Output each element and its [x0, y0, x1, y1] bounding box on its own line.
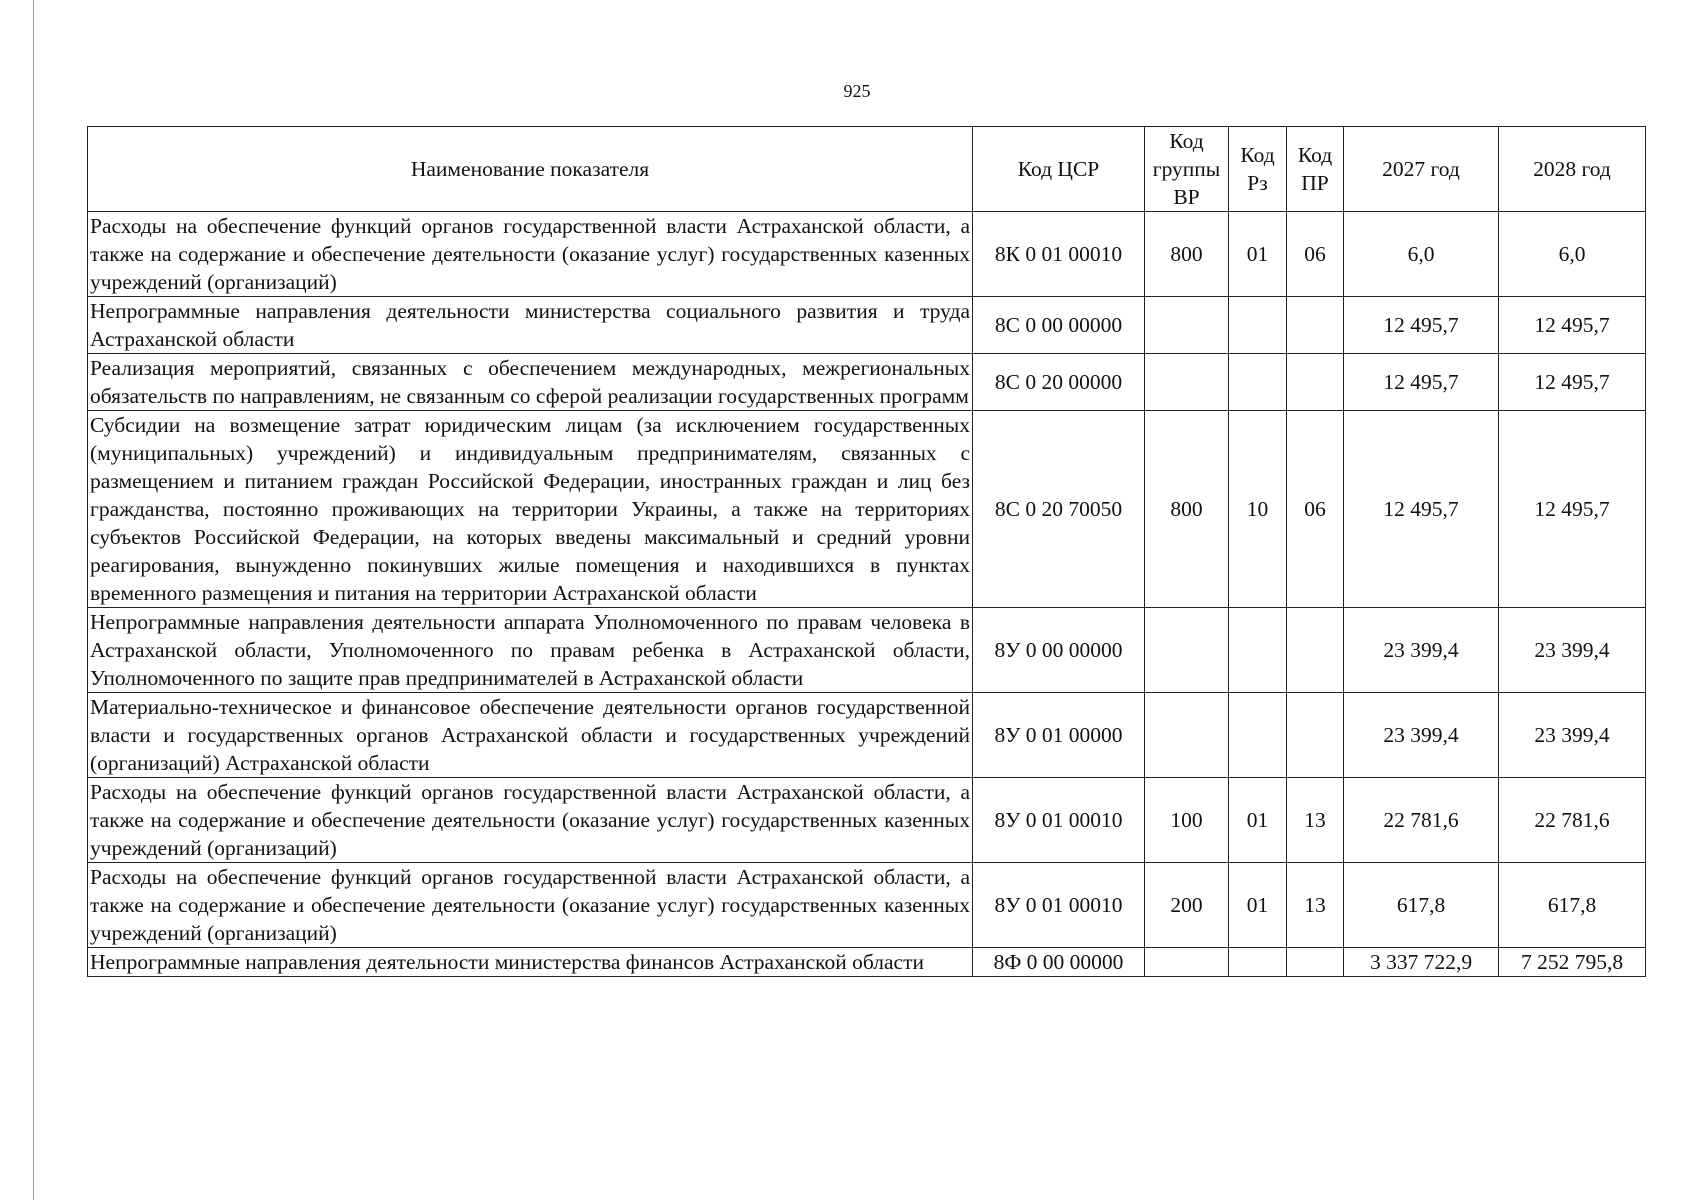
- header-vr: Код группы ВР: [1145, 127, 1229, 212]
- cell-vr: [1145, 354, 1229, 411]
- cell-rz: [1229, 297, 1287, 354]
- cell-pr: [1287, 948, 1344, 977]
- cell-2028: 23 399,4: [1499, 608, 1646, 693]
- cell-2027: 22 781,6: [1344, 778, 1499, 863]
- cell-name: Материально-техническое и финансовое обеспечение деятельности органов государственной власти и государственных органов Астраханской области и государственных учреждений (организаций) Астраханской области: [88, 693, 973, 778]
- table-row: [88, 354, 1646, 411]
- table-row: [88, 948, 1646, 977]
- table-row: [88, 212, 1646, 297]
- cell-pr: 06: [1287, 212, 1344, 297]
- cell-2027: 12 495,7: [1344, 297, 1499, 354]
- cell-rz: 01: [1229, 863, 1287, 948]
- cell-2027: 12 495,7: [1344, 354, 1499, 411]
- cell-vr: 800: [1145, 411, 1229, 608]
- cell-csr: 8У 0 01 00010: [973, 863, 1145, 948]
- table-row: [88, 778, 1646, 863]
- cell-vr: [1145, 608, 1229, 693]
- cell-csr: 8С 0 20 00000: [973, 354, 1145, 411]
- cell-pr: 13: [1287, 778, 1344, 863]
- cell-csr: 8Ф 0 00 00000: [973, 948, 1145, 977]
- cell-rz: [1229, 948, 1287, 977]
- cell-csr: 8У 0 01 00010: [973, 778, 1145, 863]
- cell-2028: 22 781,6: [1499, 778, 1646, 863]
- cell-csr: 8С 0 00 00000: [973, 297, 1145, 354]
- cell-vr: 100: [1145, 778, 1229, 863]
- table-header-row: [88, 127, 1646, 212]
- cell-2028: 12 495,7: [1499, 411, 1646, 608]
- cell-name: Расходы на обеспечение функций органов государственной власти Астраханской области, а также на содержание и обеспечение деятельности (оказание услуг) государственных казенных учреждений (организаций): [88, 778, 973, 863]
- cell-2027: 23 399,4: [1344, 608, 1499, 693]
- budget-table: [87, 126, 1646, 977]
- header-csr: Код ЦСР: [973, 127, 1145, 212]
- cell-2027: 23 399,4: [1344, 693, 1499, 778]
- cell-rz: [1229, 693, 1287, 778]
- header-name: Наименование показателя: [88, 127, 973, 212]
- table-row: [88, 608, 1646, 693]
- cell-vr: [1145, 297, 1229, 354]
- cell-2027: 12 495,7: [1344, 411, 1499, 608]
- cell-csr: 8У 0 00 00000: [973, 608, 1145, 693]
- cell-name: Субсидии на возмещение затрат юридическим лицам (за исключением государственных (муниципальных) учреждений) и индивидуальным предпринимателям, связанных с размещением и питанием граждан Российской Федерации, иностранных граждан и лиц без гражданства, постоянно проживающих на территории Украины, а также на территориях субъектов Российской Федерации, на которых введены максимальный и средний уровни реагирования, вынужденно покинувших жилые помещения и находившихся в пунктах временного размещения и питания на территории Астраханской области: [88, 411, 973, 608]
- table-row: [88, 411, 1646, 608]
- header-2028: 2028 год: [1499, 127, 1646, 212]
- cell-name: Реализация мероприятий, связанных с обеспечением международных, межрегиональных обязательств по направлениям, не связанным со сферой реализации государственных программ: [88, 354, 973, 411]
- cell-2028: 6,0: [1499, 212, 1646, 297]
- table-row: [88, 297, 1646, 354]
- header-pr: Код ПР: [1287, 127, 1344, 212]
- header-2027: 2027 год: [1344, 127, 1499, 212]
- cell-vr: 800: [1145, 212, 1229, 297]
- cell-2028: 12 495,7: [1499, 354, 1646, 411]
- table-row: [88, 693, 1646, 778]
- cell-pr: 13: [1287, 863, 1344, 948]
- cell-rz: [1229, 608, 1287, 693]
- binding-line: [33, 0, 34, 1200]
- cell-name: Непрограммные направления деятельности министерства финансов Астраханской области: [88, 948, 973, 977]
- cell-2028: 12 495,7: [1499, 297, 1646, 354]
- cell-2027: 6,0: [1344, 212, 1499, 297]
- cell-pr: [1287, 693, 1344, 778]
- table-row: [88, 863, 1646, 948]
- cell-2027: 617,8: [1344, 863, 1499, 948]
- cell-vr: 200: [1145, 863, 1229, 948]
- cell-name: Расходы на обеспечение функций органов государственной власти Астраханской области, а также на содержание и обеспечение деятельности (оказание услуг) государственных казенных учреждений (организаций): [88, 863, 973, 948]
- page-number: 925: [843, 81, 871, 101]
- cell-vr: [1145, 948, 1229, 977]
- cell-rz: 01: [1229, 778, 1287, 863]
- cell-2028: 23 399,4: [1499, 693, 1646, 778]
- cell-name: Непрограммные направления деятельности аппарата Уполномоченного по правам человека в Астраханской области, Уполномоченного по правам ребенка в Астраханской области, Уполномоченного по защите прав предпринимателей в Астраханской области: [88, 608, 973, 693]
- cell-vr: [1145, 693, 1229, 778]
- cell-pr: [1287, 608, 1344, 693]
- cell-rz: [1229, 354, 1287, 411]
- cell-name: Непрограммные направления деятельности министерства социального развития и труда Астраханской области: [88, 297, 973, 354]
- cell-pr: [1287, 297, 1344, 354]
- cell-name: Расходы на обеспечение функций органов государственной власти Астраханской области, а также на содержание и обеспечение деятельности (оказание услуг) государственных казенных учреждений (организаций): [88, 212, 973, 297]
- cell-2028: 7 252 795,8: [1499, 948, 1646, 977]
- cell-2027: 3 337 722,9: [1344, 948, 1499, 977]
- cell-2028: 617,8: [1499, 863, 1646, 948]
- cell-rz: 01: [1229, 212, 1287, 297]
- header-rz: Код Рз: [1229, 127, 1287, 212]
- cell-pr: 06: [1287, 411, 1344, 608]
- cell-csr: 8К 0 01 00010: [973, 212, 1145, 297]
- cell-csr: 8С 0 20 70050: [973, 411, 1145, 608]
- cell-pr: [1287, 354, 1344, 411]
- cell-csr: 8У 0 01 00000: [973, 693, 1145, 778]
- cell-rz: 10: [1229, 411, 1287, 608]
